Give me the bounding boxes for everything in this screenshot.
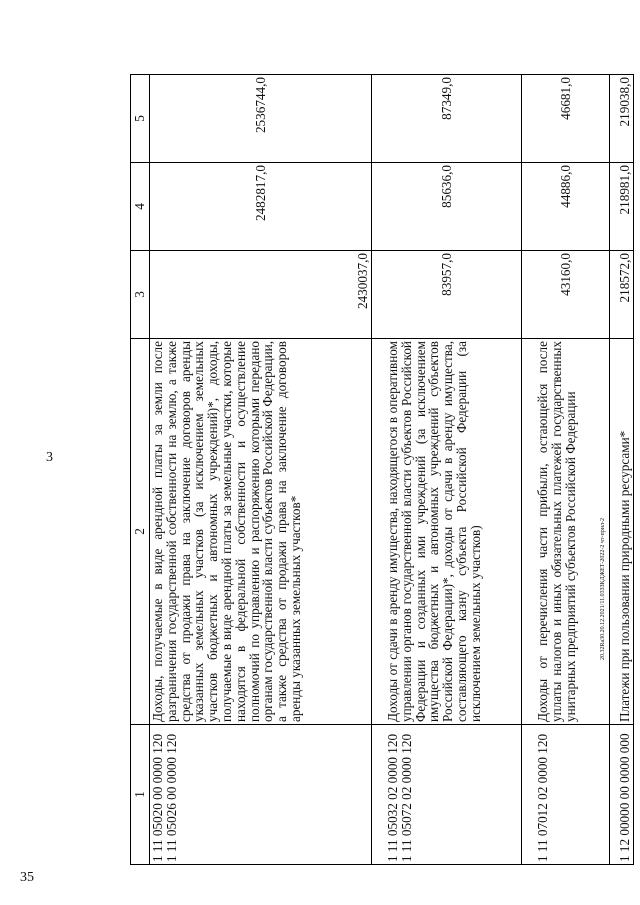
value-col-5: 2536744,0 bbox=[150, 75, 372, 163]
value-col-3: 43160,0 bbox=[522, 251, 610, 339]
budget-code: 1 11 05020 00 0000 120 bbox=[150, 733, 165, 862]
value-col-3: 218572,0 bbox=[610, 251, 634, 339]
header-col-4: 4 bbox=[131, 163, 150, 251]
row-description: Доходы, получаемые в виде арендной платы за земли после разграничения государственной собственности на землю, а также средства от продажи права на заключение договоров аренды указанных земельных участков (за исключением земельных участков бюджетных и автономных учреждений)*, доходы, получаемые в виде арендной платы за земельные участки, которые находятся в федеральной собственности и осуществление полномочий по управлению и распоряжению которыми передано органам государственной власти субъектов Российской Федерации, а также средства от продажи права на заключение договоров аренды указанных земельных участков* bbox=[150, 339, 372, 725]
header-col-5: 5 bbox=[131, 75, 150, 163]
value-col-4: 2482817,0 bbox=[150, 163, 372, 251]
table-row bbox=[610, 75, 634, 865]
budget-code: 1 11 07012 02 0000 120 bbox=[535, 733, 550, 862]
budget-code: 1 11 05032 02 0000 120 bbox=[385, 733, 400, 862]
row-description: Платежи при пользовании природными ресурсами* bbox=[610, 339, 634, 725]
value-col-5: 87349,0 bbox=[372, 75, 522, 163]
row-codes bbox=[522, 725, 610, 865]
budget-code: 1 11 05026 00 0000 120 bbox=[163, 733, 179, 862]
row-codes bbox=[150, 725, 372, 865]
value-col-5: 219038,0 bbox=[610, 75, 634, 163]
footer-code: 20.32Ra30.20.12.2021/11.03ЗЗКДЖЕТ-2022-2 чт-прил-2 bbox=[600, 518, 606, 660]
row-description: Доходы от сдачи в аренду имущества, находящегося в оперативном управлении органов государственной власти субъектов Российской Федерации и созданных ими учреждений (за исключением имущества бюджетных и автономных учреждений субъектов Российской Федерации)*, доходы от сдачи в аренду имущества, составляющего казну субъекта Российской Федерации (за исключением земельных участков) bbox=[372, 339, 522, 725]
sheet-number: 35 bbox=[20, 870, 34, 885]
budget-code: 1 11 05072 02 0000 120 bbox=[398, 733, 414, 862]
header-col-3: 3 bbox=[131, 251, 150, 339]
revenue-table bbox=[130, 74, 634, 865]
value-col-4: 218981,0 bbox=[610, 163, 634, 251]
table-row bbox=[150, 75, 372, 865]
value-col-4: 85636,0 bbox=[372, 163, 522, 251]
value-col-3: 83957,0 bbox=[372, 251, 522, 339]
budget-code: 1 12 00000 00 0000 000 bbox=[617, 733, 633, 862]
row-codes bbox=[610, 725, 634, 865]
header-col-1: 1 bbox=[131, 725, 150, 865]
value-col-5: 46681,0 bbox=[522, 75, 610, 163]
table-row bbox=[372, 75, 522, 865]
rotated-page bbox=[130, 45, 633, 865]
page-number: 3 bbox=[46, 450, 53, 465]
header-col-2: 2 bbox=[131, 339, 150, 725]
header-row bbox=[131, 75, 150, 865]
row-codes bbox=[372, 725, 522, 865]
value-col-3: 2430037,0 bbox=[150, 251, 372, 339]
value-col-4: 44886,0 bbox=[522, 163, 610, 251]
table-row bbox=[522, 75, 610, 865]
row-description: Доходы от перечисления части прибыли, остающейся после уплаты налогов и иных обязательных платежей государственных унитарных предприятий субъектов Российской Федерации bbox=[522, 339, 610, 725]
